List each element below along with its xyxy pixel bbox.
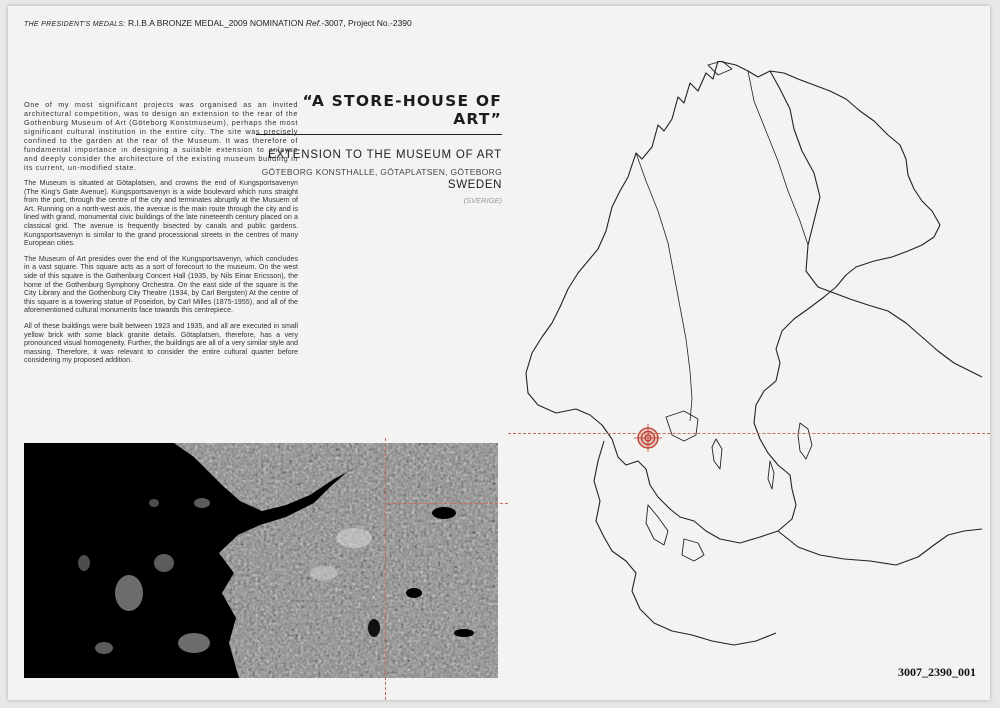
- header-ref-label: Ref.: [305, 18, 322, 28]
- target-marker-icon: [634, 424, 662, 452]
- header-medal: R.I.B.A BRONZE MEDAL_2009 NOMINATION: [127, 18, 304, 28]
- project-title: “A STORE-HOUSE OF ART”: [256, 92, 502, 135]
- project-subtitle: EXTENSION TO THE MUSEUM OF ART: [267, 149, 502, 161]
- oland-island: [768, 461, 774, 489]
- project-country: SWEDEN: [447, 179, 502, 191]
- body-paragraph-3: The Museum of Art presides over the end of the Kungsportsavenyn, which concludes in a vast square. This square acts as a sort of forecourt to the museum. On the west side of this square is the Gothenburg Concert Hall (1935, by Nils Einar Ericsson), the home of the Gothenburg Symphony Orchestra. On the east side of the square is the City Library and the Gothenburg City Theatre (1934, by Carl Bergsten) At the centre of this square is a towering statue of Poseidon, by Carl Milles (1875-1955), and all of the aforementioned cultural monuments face towards this centrepiece.: [24, 254, 298, 315]
- jutland-islands: [646, 505, 668, 545]
- gotland-island: [798, 423, 812, 459]
- finland-outline: [770, 71, 982, 377]
- scandinavia-map: [508, 61, 990, 671]
- guide-line-map: [508, 433, 990, 434]
- scandinavia-coastline: [526, 61, 940, 543]
- sweden-finland-border: [748, 71, 808, 245]
- header-label: THE PRESIDENT'S MEDALS:: [24, 21, 126, 28]
- guide-line-photo: [388, 503, 508, 504]
- title-block: [256, 92, 502, 205]
- zealand-island: [682, 539, 704, 561]
- body-paragraph-2: The Museum is situated at Götaplatsen, and crowns the end of Kungsportsavenyn (The King's Gate Avenue). Kungsportsavenyn is a wide boulevard which runs straight from the port, through the centre of the city and terminates abruptly at the Musuem of Art. Running on a north-west axis, the avenue is the main route through the city and is lined with grand, monumental civic buildings of the late nineteenth century placed on a classical grid. The avenue is frequently bisected by canals and public gardens. Kungsportsavenyn is similar to the grand processional streets in the centres of many European cities.: [24, 179, 298, 248]
- lake-vanern: [666, 411, 698, 441]
- header-ref-value: -3007, Project No.-2390: [321, 18, 412, 28]
- body-paragraph-4: All of these buildings were built between 1923 and 1935, and all are executed in small yellow brick with some black granite details. Götaplatsen, therefore, has a very pronounced visual homogeneity. Further, the buildings are all of a very similar style and massing. Therefore, it was relevant to consider the entire cultural quarter before considering my proposed addition.: [24, 321, 298, 365]
- aerial-photo: [24, 443, 498, 678]
- project-country-local: (SVERIGE): [463, 196, 502, 205]
- header-line: [24, 18, 412, 28]
- body-paragraph-1: One of my most significant projects was organised as an invited architectural competition, was to design an extension to the rear of the Gothenburg Museum of Art (Göteborg Konstmuseum), perhaps the most significant cultural institution in the entire city. The site was precisely confined to the garden at the rear of the Museum. It was therefore of fundamental importance in designing a suitable extension to anlayse and deeply consider the architecture of the existing museum building in its current, un-modified state.: [24, 100, 298, 172]
- denmark-outline: [594, 441, 776, 645]
- baltic-coast: [778, 529, 982, 565]
- lake-vattern: [712, 439, 722, 469]
- sheet-code: 3007_2390_001: [898, 665, 976, 679]
- norway-sweden-border: [636, 153, 692, 421]
- document-sheet: [8, 6, 990, 700]
- guide-line-vertical: [385, 438, 386, 700]
- project-location: GÖTEBORG KONSTHALLE, GÖTAPLATSEN, GÖTEBORG: [261, 167, 502, 177]
